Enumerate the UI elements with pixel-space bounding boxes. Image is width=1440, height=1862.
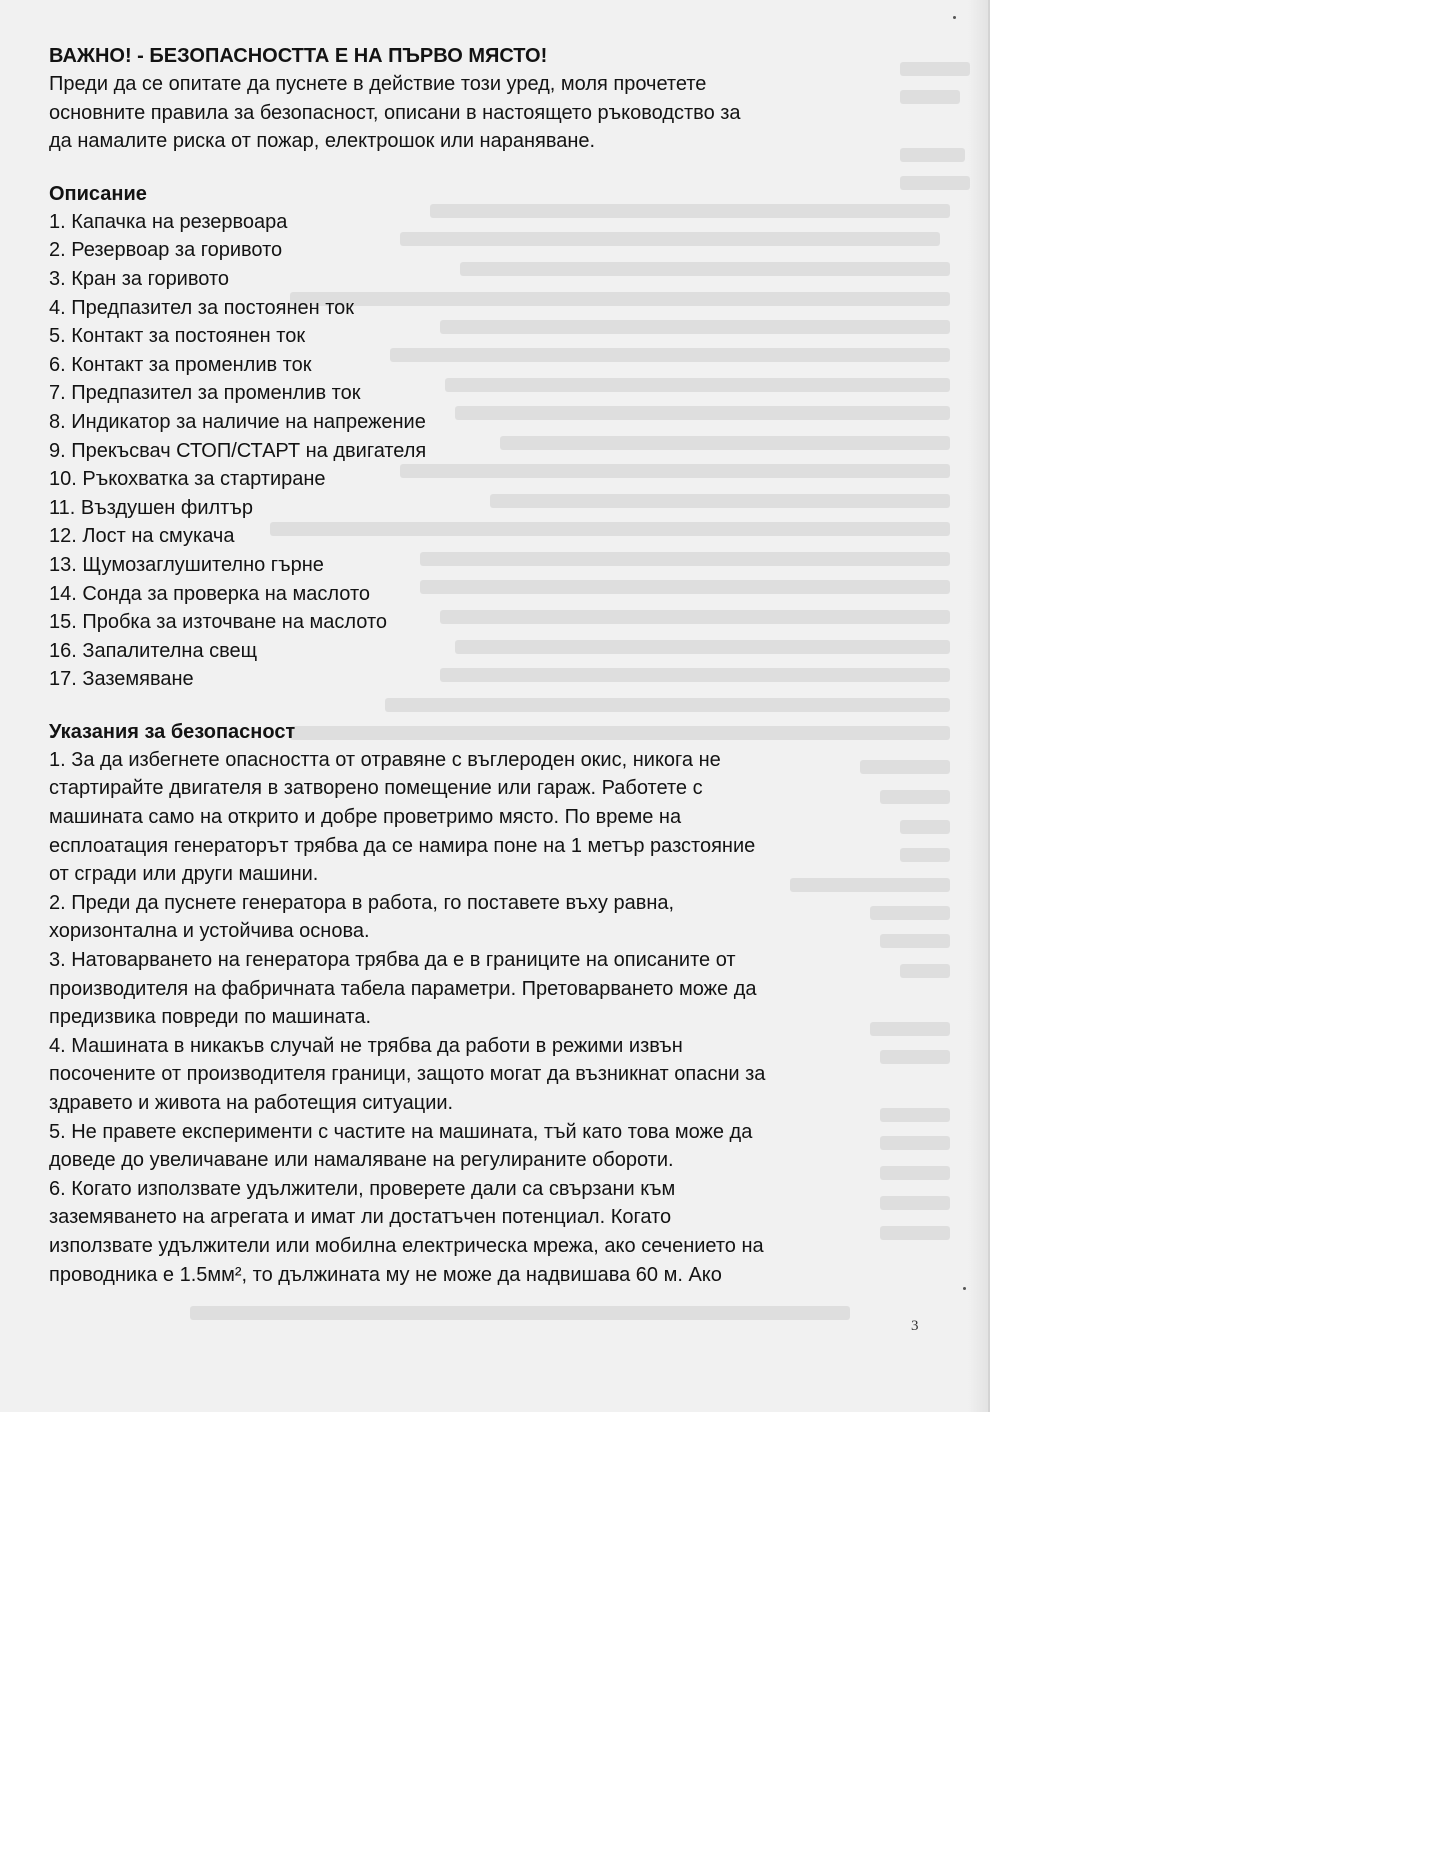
safety-line: 6. Когато използвате удължители, проверете дали са свързани към xyxy=(49,1177,676,1200)
parts-list xyxy=(49,208,929,694)
list-item: 17. Заземяване xyxy=(49,668,194,691)
safety-line: 5. Не правете експерименти с частите на машината, тъй като това може да xyxy=(49,1120,753,1143)
safety-heading: Указания за безопасност xyxy=(49,720,296,743)
intro-line: да намалите риска от пожар, електрошок или нараняване. xyxy=(49,130,596,153)
safety-line: заземяването на агрегата и имат ли достатъчен потенциал. Когато xyxy=(49,1206,672,1229)
safety-line: есплоатация генераторът трябва да се намира поне на 1 метър разстояние xyxy=(49,834,756,857)
list-item: 14. Сонда за проверка на маслото xyxy=(49,582,370,605)
safety-line: здравето и живота на работещия ситуации. xyxy=(49,1092,454,1114)
list-item: 10. Ръкохватка за стартиране xyxy=(49,468,326,491)
list-item: 6. Контакт за променлив ток xyxy=(49,353,312,376)
list-item: 15. Пробка за източване на маслото xyxy=(49,611,388,634)
safety-line: 2. Преди да пуснете генератора в работа, го поставете въху равна, xyxy=(49,891,675,914)
page-number: 3 xyxy=(911,1318,919,1334)
safety-line: хоризонтална и устойчива основа. xyxy=(49,920,370,943)
document-body xyxy=(49,42,929,1289)
safety-line: 3. Натоварването на генератора трябва да е в границите на описаните от xyxy=(49,949,736,972)
safety-line: 4. Машината в никакъв случай не трябва да работи в режими извън xyxy=(49,1034,683,1057)
safety-line: посочените от производителя граници, защото могат да възникнат опасни за xyxy=(49,1063,766,1086)
list-item: 11. Въздушен филтър xyxy=(49,496,253,519)
list-item: 4. Предпазител за постоянен ток xyxy=(49,296,355,319)
safety-line: предизвика повреди по машината. xyxy=(49,1006,372,1029)
safety-line: стартирайте двигателя в затворено помещение или гараж. Работете с xyxy=(49,777,703,800)
list-item: 5. Контакт за постоянен ток xyxy=(49,325,306,348)
safety-line: доведе до увеличаване или намаляване на регулираните обороти. xyxy=(49,1149,674,1172)
list-item: 9. Прекъсвач СТОП/СТАРТ на двигателя xyxy=(49,439,427,462)
safety-line: производителя на фабричната табела параметри. Претоварването може да xyxy=(49,977,757,1000)
intro-line: основните правила за безопасност, описани в настоящето ръководство за xyxy=(49,101,741,124)
intro-line: Преди да се опитате да пуснете в действие този уред, моля прочетете xyxy=(49,73,707,95)
safety-line: използвате удължители или мобилна електрическа мрежа, ако сечението на xyxy=(49,1234,764,1257)
safety-line: от сгради или други машини. xyxy=(49,863,319,886)
safety-line: машината само на открито и добре проветримо място. По време на xyxy=(49,806,682,829)
list-item: 8. Индикатор за наличие на напрежение xyxy=(49,410,426,433)
safety-line: 1. За да избегнете опасността от отравяне с въглероден окис, никога не xyxy=(49,748,721,771)
list-item: 16. Запалителна свещ xyxy=(49,639,258,662)
list-item: 2. Резервоар за горивото xyxy=(49,239,283,262)
list-item: 12. Лост на смукача xyxy=(49,525,235,548)
list-item: 7. Предпазител за променлив ток xyxy=(49,382,361,405)
list-item: 13. Щумозаглушително гърне xyxy=(49,553,324,576)
list-item: 3. Кран за горивото xyxy=(49,267,229,290)
description-heading: Описание xyxy=(49,182,147,205)
scan-speck xyxy=(953,16,956,19)
list-item: 1. Капачка на резервоара xyxy=(49,210,288,233)
page-title: ВАЖНО! - БЕЗОПАСНОСТТА Е НА ПЪРВО МЯСТО! xyxy=(49,45,548,67)
scan-speck xyxy=(963,1287,966,1290)
safety-line: проводника е 1.5мм², то дължината му не може да надвишава 60 м. Ако xyxy=(49,1263,722,1286)
